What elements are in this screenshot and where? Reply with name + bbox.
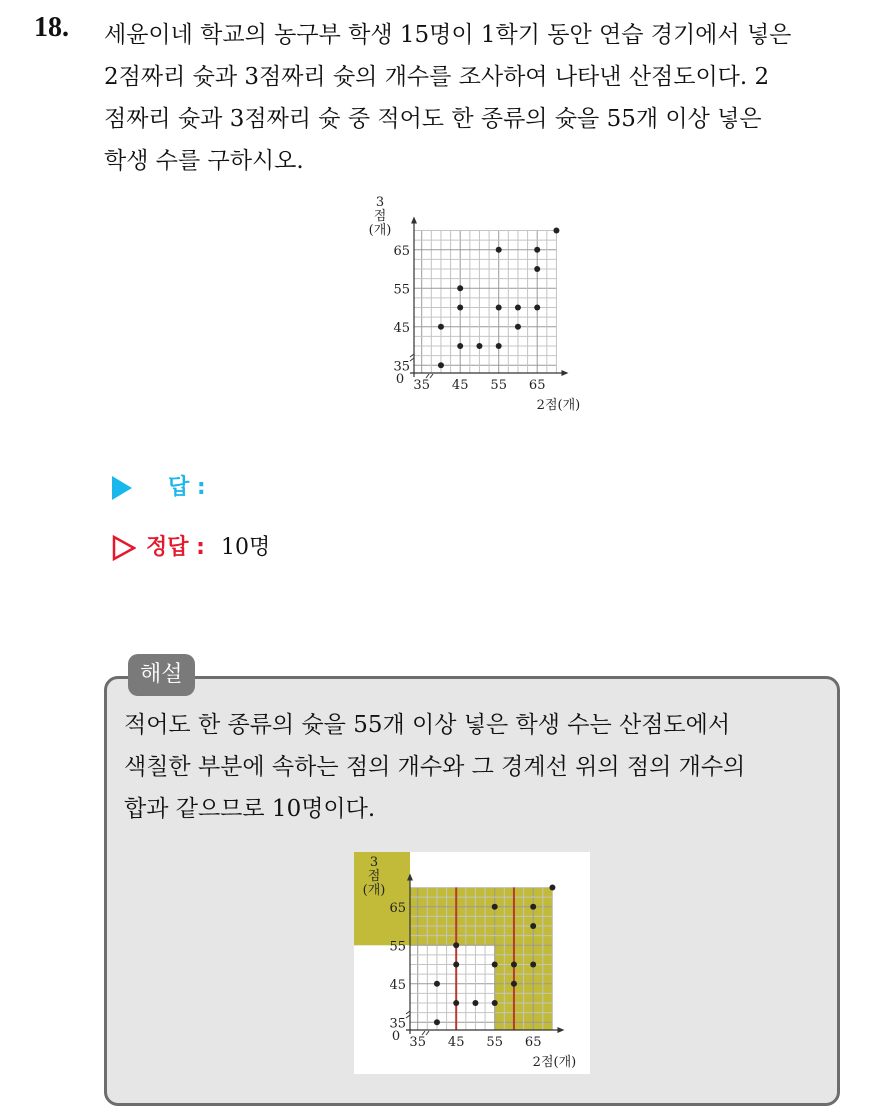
outline-triangle-icon (112, 535, 136, 561)
y-axis-label: 3 (369, 855, 379, 870)
y-axis-label: 3 (375, 195, 385, 210)
data-point (492, 1000, 498, 1006)
x-tick-label: 45 (447, 1035, 465, 1050)
data-point (453, 942, 459, 948)
explanation-text (124, 704, 824, 830)
data-point (549, 885, 555, 891)
y-tick-label: 45 (393, 320, 410, 336)
scatter-plot-question (356, 188, 596, 420)
explanation-label: 해설 (128, 654, 195, 696)
x-tick-label: 55 (490, 378, 507, 393)
question-line: 학생 수를 구하시오. (104, 148, 304, 174)
data-point (515, 324, 521, 330)
origin-label: 0 (395, 372, 405, 387)
data-point (457, 305, 463, 311)
data-point (534, 305, 540, 311)
x-tick-label: 35 (409, 1035, 426, 1050)
y-tick-label: 55 (393, 282, 410, 298)
data-point (472, 1000, 478, 1006)
y-tick-label: 65 (393, 243, 410, 259)
data-point (438, 324, 444, 330)
y-tick-label: 45 (389, 977, 406, 993)
data-point (515, 305, 521, 311)
data-point (496, 247, 502, 253)
data-point (457, 285, 463, 291)
play-triangle-icon (112, 476, 132, 500)
explanation-line: 색칠한 부분에 속하는 점의 개수와 그 경계선 위의 점의 개수의 (124, 754, 746, 780)
question-line: 점짜리 슛과 3점짜리 슛 중 적어도 한 종류의 슛을 55개 이상 넣은 (104, 106, 762, 132)
y-tick-label: 35 (393, 359, 410, 375)
question-text (104, 14, 864, 182)
data-point (496, 343, 502, 349)
data-point (530, 904, 536, 910)
x-tick-label: 45 (451, 378, 469, 393)
data-point (492, 962, 498, 968)
data-point (511, 981, 517, 987)
origin-label: 0 (391, 1029, 401, 1044)
explanation-line: 적어도 한 종류의 슛을 55개 이상 넣은 학생 수는 산점도에서 (124, 712, 731, 738)
y-tick-label: 55 (389, 939, 406, 955)
x-axis-arrow-icon (561, 370, 568, 376)
shaded-region (354, 852, 410, 945)
data-point (496, 305, 502, 311)
x-tick-label: 65 (524, 1035, 542, 1050)
question-line: 세윤이네 학교의 농구부 학생 15명이 1학기 동안 연습 경기에서 넣은 (104, 22, 792, 48)
data-point (492, 904, 498, 910)
y-axis-arrow-icon (411, 217, 417, 224)
y-axis-label: 점 (373, 209, 387, 224)
correct-answer-value: 10명 (220, 535, 271, 560)
data-point (511, 962, 517, 968)
y-tick-label: 65 (389, 900, 406, 916)
correct-answer-row (112, 530, 270, 561)
data-point (434, 981, 440, 987)
question-number: 18. (34, 12, 69, 43)
x-tick-label: 55 (486, 1035, 503, 1050)
data-point (530, 923, 536, 929)
x-tick-label: 35 (413, 378, 430, 393)
y-axis-label: (개) (362, 883, 386, 898)
data-point (553, 228, 559, 234)
correct-answer-label: 정답 : (146, 535, 205, 560)
y-tick-label: 35 (389, 1016, 406, 1032)
scatter-plot-explanation (354, 852, 590, 1074)
data-point (453, 1000, 459, 1006)
data-point (534, 266, 540, 272)
data-point (438, 362, 444, 368)
data-point (434, 1019, 440, 1025)
x-axis-label: 2점(개) (536, 398, 581, 413)
data-point (476, 343, 482, 349)
y-axis-label: 점 (367, 869, 381, 884)
data-point (453, 962, 459, 968)
explanation-line: 합과 같으므로 10명이다. (124, 796, 376, 822)
answer-row (112, 470, 206, 501)
y-axis-label: (개) (368, 223, 392, 238)
x-axis-label: 2점(개) (532, 1055, 577, 1070)
question-line: 2점짜리 슛과 3점짜리 슛의 개수를 조사하여 나타낸 산점도이다. 2 (104, 64, 770, 90)
data-point (530, 962, 536, 968)
data-point (457, 343, 463, 349)
data-point (534, 247, 540, 253)
x-tick-label: 65 (528, 378, 546, 393)
answer-label: 답 : (168, 475, 206, 500)
